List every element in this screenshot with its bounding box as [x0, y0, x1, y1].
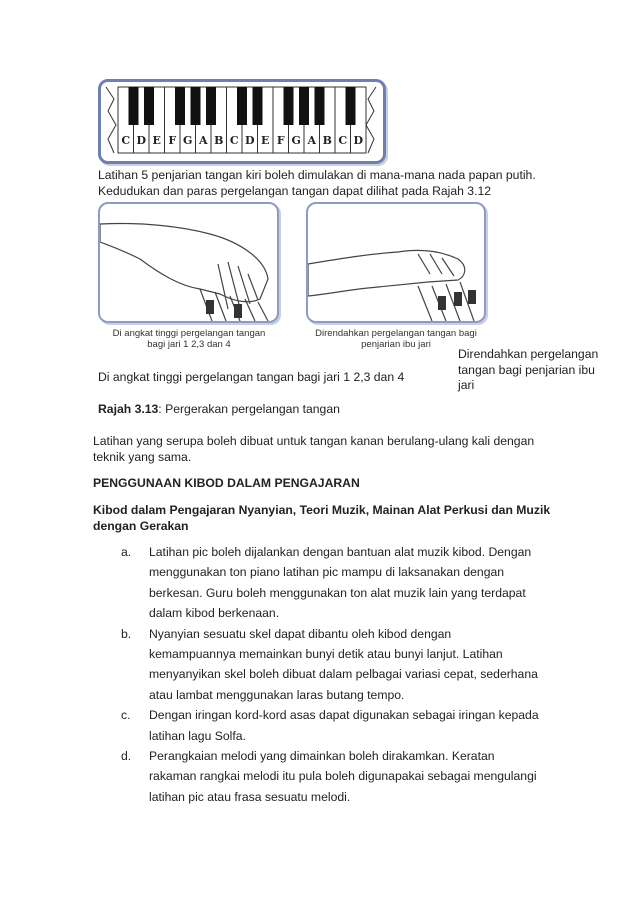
list-item — [121, 746, 541, 807]
hand-raised-illustration — [100, 204, 277, 321]
key-label: C — [121, 134, 131, 147]
key-label: B — [322, 134, 332, 147]
keyboard-edge — [106, 87, 116, 153]
list-text: Nyanyian sesuatu skel dapat dibantu oleh kibod dengan kemampuannya memainkan bunyi detik atau bunyi lanjut. Latihan menyanyikan skel boleh dibuat dalam pelbagai variasi cepat, sederhana atau lambat menggunakan laras butang tempo. — [149, 626, 538, 702]
list-text: Dengan iringan kord-kord asas dapat digunakan sebagai iringan kepada latihan lagu Solfa. — [149, 708, 539, 743]
list-item — [121, 624, 541, 706]
figure-label — [98, 402, 578, 418]
black-key — [206, 87, 216, 125]
hand-raised-figure — [98, 202, 279, 323]
black-key — [237, 87, 247, 125]
black-key — [299, 87, 309, 125]
section-heading: PENGGUNAAN KIBOD DALAM PENGAJARAN — [93, 476, 360, 490]
hand-lowered-illustration — [308, 204, 484, 321]
key-label: E — [152, 134, 161, 147]
key-label: B — [214, 134, 224, 147]
list-marker: a. — [121, 545, 132, 559]
list-marker: c. — [121, 708, 131, 723]
hand-raised-caption: Di angkat tinggi pergelangan tangan bagi jari 1 2,3 dan 4 — [112, 328, 266, 350]
key-label: C — [338, 134, 348, 147]
black-key — [144, 87, 154, 125]
black-key — [175, 87, 185, 125]
black-key — [315, 87, 325, 125]
figure-left-note: Di angkat tinggi pergelangan tangan bagi jari 1 2,3 dan 4 — [98, 370, 405, 384]
keyboard-edge — [366, 87, 376, 153]
keyboard-figure — [98, 79, 386, 164]
key-label: G — [183, 134, 193, 147]
section-subheading: Kibod dalam Pengajaran Nyanyian, Teori Muzik, Mainan Alat Perkusi dan Muzik dengan Gerakan — [93, 503, 551, 533]
keyboard-illustration — [104, 85, 380, 158]
hand-lowered-caption: Direndahkan pergelangan tangan bagi penjarian ibu jari — [315, 328, 477, 350]
key-label: F — [276, 134, 285, 147]
black-key — [253, 87, 263, 125]
figure-right-note: Direndahkan pergelangan tangan bagi penjarian ibu jari — [458, 347, 599, 392]
same-technique-paragraph: Latihan yang serupa boleh dibuat untuk tangan kanan berulang-ulang kali dengan teknik yang sama. — [93, 434, 535, 464]
key-label: E — [261, 134, 270, 147]
list-text: Latihan pic boleh dijalankan dengan bantuan alat muzik kibod. Dengan menggunakan ton piano latihan pic mampu di laksanakan dengan berkesan. Guru boleh menggunakan ton alat muzik lain yang terdapat dalam kibod berkenaan. — [149, 545, 532, 621]
black-key — [191, 87, 201, 125]
black-key — [346, 87, 356, 125]
key-label: D — [244, 134, 255, 147]
figure-title: : Pergerakan pergelangan tangan — [158, 402, 340, 416]
teaching-points-list — [121, 542, 541, 807]
key-label: G — [291, 134, 301, 147]
list-marker: b. — [121, 626, 132, 641]
figure-number: Rajah 3.13 — [98, 402, 159, 416]
key-label: C — [229, 134, 239, 147]
key-label: D — [353, 134, 364, 147]
key-label: A — [198, 134, 208, 147]
intro-paragraph: Latihan 5 penjarian tangan kiri boleh dimulakan di mana-mana nada papan putih. Kedudukan dan paras pergelangan tangan dapat dilihat pada Rajah 3.12 — [98, 168, 536, 198]
hand-lowered-figure — [306, 202, 486, 323]
key-label: F — [168, 134, 177, 147]
key-label: D — [136, 134, 147, 147]
black-key — [129, 87, 139, 125]
list-item — [121, 705, 541, 746]
list-item — [121, 542, 541, 624]
list-text: Perangkaian melodi yang dimainkan boleh dirakamkan. Keratan rakaman rangkai melodi itu pula boleh digunapakai sebagai mengulangi latihan pic atau frasa sesuatu melodi. — [149, 749, 537, 804]
list-marker: d. — [121, 749, 132, 764]
key-label: A — [307, 134, 317, 147]
black-key — [284, 87, 294, 125]
